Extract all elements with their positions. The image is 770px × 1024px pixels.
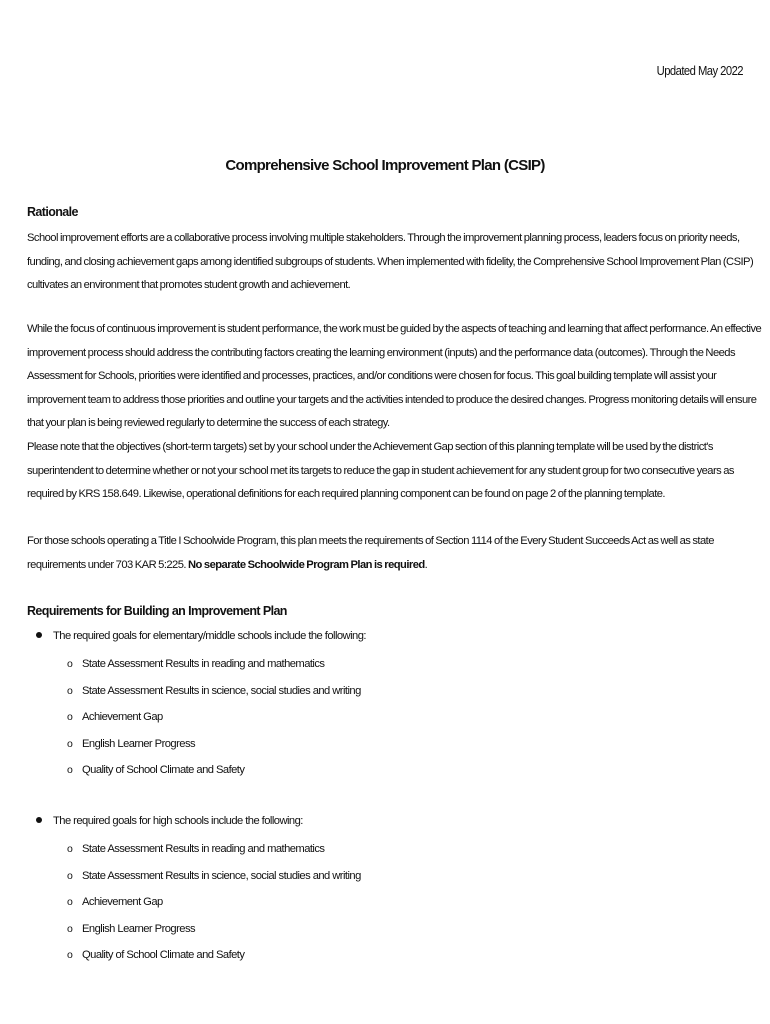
sub-bullet-icon: o [67, 684, 73, 697]
list-item [67, 836, 361, 863]
goal-text: Achievement Gap [82, 896, 163, 908]
list-item [67, 942, 361, 969]
list-item [67, 704, 361, 731]
high-school-goals-list [67, 836, 361, 969]
sub-bullet-icon: o [67, 896, 73, 908]
goal-text: State Assessment Results in reading and mathematics [82, 658, 325, 670]
goal-text: English Learner Progress [82, 922, 196, 935]
list-item [36, 630, 366, 642]
document-title: Comprehensive School Improvement Plan (CSIP) [225, 157, 545, 174]
sub-bullet-icon: o [67, 737, 73, 750]
group-label: The required goals for high schools include the following: [53, 815, 303, 827]
updated-date: Updated May 2022 [656, 64, 743, 78]
list-item [36, 815, 303, 827]
rationale-paragraph-3: Please note that the objectives (short-term targets) set by your school under the Achievement Gap section of this planning template will be used by the district's superintendent to determine whether or not your school met its targets to reduce the gap in student achievement for any student group for two consecutive years as required by KRS 158.649. Likewise, operational definitions for each required planning component can be found on page 2 of the planning template. [27, 441, 734, 500]
goal-text: State Assessment Results in science, social studies and writing [82, 869, 361, 882]
group-label: The required goals for elementary/middle schools include the following: [53, 630, 366, 642]
list-item [67, 916, 361, 943]
list-item [67, 678, 361, 705]
rationale-heading: Rationale [27, 205, 78, 219]
sub-bullet-icon: o [67, 922, 73, 935]
schoolwide-period: . [424, 558, 428, 571]
goal-text: English Learner Progress [82, 737, 196, 750]
goal-text: State Assessment Results in science, social studies and writing [82, 684, 361, 697]
sub-bullet-icon: o [67, 843, 73, 855]
list-item [67, 863, 361, 890]
elementary-middle-goals-list [67, 651, 361, 784]
bullet-icon [36, 817, 42, 823]
sub-bullet-icon: o [67, 711, 73, 723]
sub-bullet-icon: o [67, 869, 73, 882]
schoolwide-text: For those schools operating a Title I Schoolwide Program, this plan meets the requirements of Section 1114 of the Every Student Succeeds Act as well as state requirements under 703 KAR 5:225. [27, 535, 714, 571]
list-item [67, 731, 361, 758]
goal-text: Quality of School Climate and Safety [82, 949, 245, 961]
rationale-paragraph-1: School improvement efforts are a collaborative process involving multiple stakeholders. Through the improvement planning process, leaders focus on priority needs, funding, and closing achievement gaps among identified subgroups of students. When implemented with fidelity, the Comprehensive School Improvement Plan (CSIP) cultivates an environment that promotes student growth and achievement. [27, 232, 754, 291]
requirements-heading: Requirements for Building an Improvement Plan [27, 604, 287, 618]
rationale-paragraph-4 [27, 530, 767, 577]
schoolwide-emphasis: No separate Schoolwide Program Plan is required [188, 558, 425, 571]
goal-text: Achievement Gap [82, 711, 163, 723]
list-item [67, 757, 361, 784]
sub-bullet-icon: o [67, 658, 73, 670]
goal-text: Quality of School Climate and Safety [82, 764, 245, 776]
bullet-icon [36, 632, 42, 638]
sub-bullet-icon: o [67, 764, 73, 776]
rationale-paragraph-2: While the focus of continuous improvement is student performance, the work must be guided by the aspects of teaching and learning that affect performance. An effective improvement process should address the contributing factors creating the learning environment (inputs) and the performance data (outcomes). Through the Needs Assessment for Schools, priorities were identified and processes, practices, and/or conditions were chosen for focus. This goal building template will assist your improvement team to address those priorities and outline your targets and the activities intended to produce the desired changes. Progress monitoring details will ensure that your plan is being reviewed regularly to determine the success of each strategy. [27, 323, 762, 429]
sub-bullet-icon: o [67, 949, 73, 961]
list-item [67, 651, 361, 678]
list-item [67, 889, 361, 916]
goal-text: State Assessment Results in reading and mathematics [82, 843, 325, 855]
